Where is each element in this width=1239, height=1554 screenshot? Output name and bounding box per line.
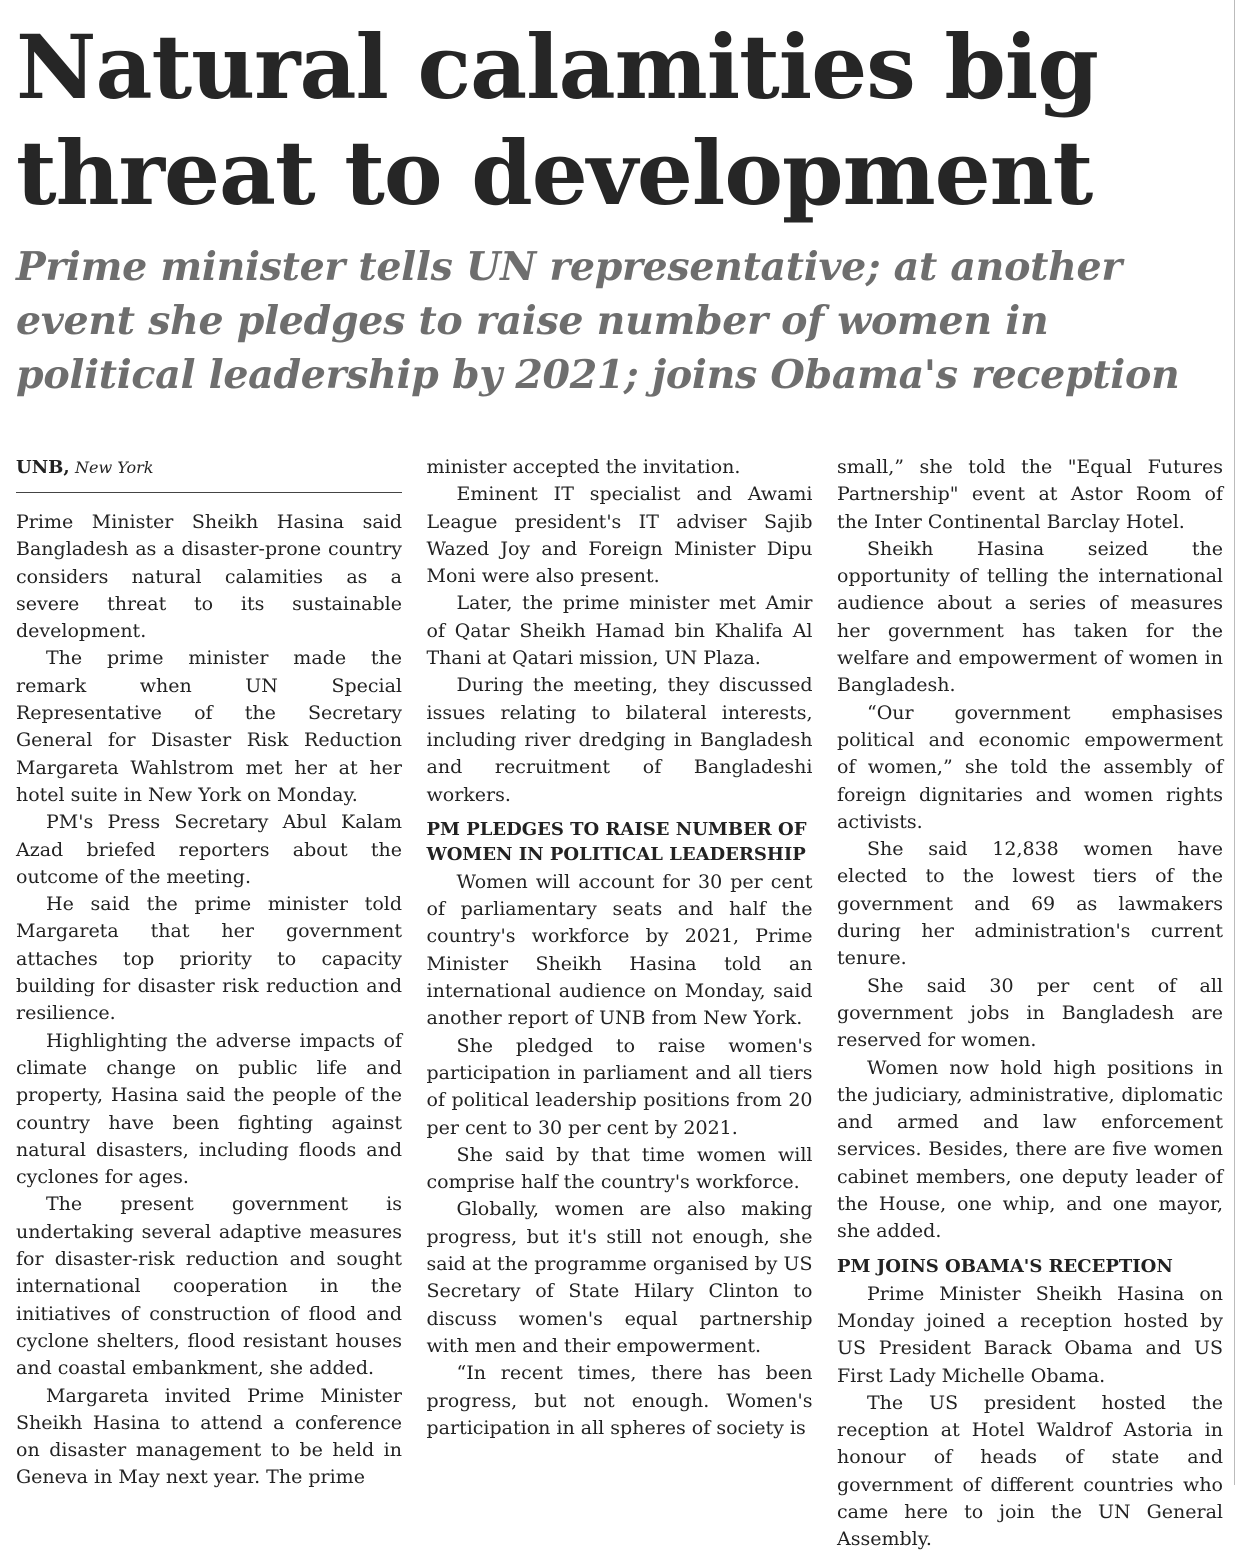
paragraph: “In recent times, there has been progress, but not enough. Women's participation in all spheres of society is <box>426 1362 813 1439</box>
paragraph: The present government is undertaking several adaptive measures for disaster-risk reduction and sought international cooperation in the initiatives of construction of flood and cyclone shelters, flood resistant houses and coastal embankment, she added. <box>16 1193 402 1380</box>
byline <box>16 454 402 493</box>
paragraph: Women now hold high positions in the judiciary, administrative, diplomatic and armed and law enforcement services. Besides, there are five women cabinet members, one deputy leader of the House, one whip, and one mayor, she added. <box>837 1056 1223 1243</box>
paragraph: She said by that time women will comprise half the country's workforce. <box>426 1143 813 1194</box>
paragraph: He said the prime minister told Margareta that her government attaches top priority to capacity building for disaster risk reduction and resilience. <box>16 893 402 1025</box>
paragraph: small,” she told the "Equal Futures Partnership" event at Astor Room of the Inter Continental Barclay Hotel. <box>837 456 1223 533</box>
paragraph: Women will account for 30 per cent of parliamentary seats and half the country's workforce by 2021, Prime Minister Sheikh Hasina told an international audience on Monday, said another report of UNB from New York. <box>426 870 813 1030</box>
paragraph: PM's Press Secretary Abul Kalam Azad briefed reporters about the outcome of the meeting. <box>16 811 402 888</box>
paragraph: Margareta invited Prime Minister Sheikh Hasina to attend a conference on disaster management to be held in Geneva in May next year. The prime <box>16 1384 402 1489</box>
section-subhead-obama: PM JOINS OBAMA'S RECEPTION <box>837 1255 1173 1277</box>
paragraph: minister accepted the invitation. <box>426 456 741 478</box>
paragraph: She pledged to raise women's participation in parliament and all tiers of political leadership positions from 20 per cent to 30 per cent by 2021. <box>426 1034 813 1139</box>
paragraph: Eminent IT specialist and Awami League president's IT adviser Sajib Wazed Joy and Foreign Minister Dipu Moni were also present. <box>426 483 813 588</box>
column-2 <box>427 454 813 1479</box>
paragraph: “Our government emphasises political and economic empowerment of women,” she told the assembly of foreign dignitaries and women rights activists. <box>837 701 1223 833</box>
subheadline: Prime minister tells UN representative; at another event she pledges to raise number of women in political leadership by 2021; joins Obama's reception <box>16 244 1180 398</box>
paragraph: During the meeting, they discussed issues relating to bilateral interests, including river dredging in Bangladesh and recruitment of Bangladeshi workers. <box>426 674 813 806</box>
paragraph: Globally, women are also making progress, but it's still not enough, she said at the programme organised by US Secretary of State Hilary Clinton to discuss women's equal partnership with men and their empowerment. <box>426 1198 813 1357</box>
paragraph: The prime minister made the remark when UN Special Representative of the Secretary General for Disaster Risk Reduction Margareta Wahlstrom met her at her hotel suite in New York on Monday. <box>16 647 402 806</box>
page-edge-rule <box>1234 0 1235 1485</box>
column-1 <box>16 454 402 1489</box>
paragraph: Highlighting the adverse impacts of climate change on public life and property, Hasina said the people of the country have been fighting against natural disasters, including floods and cyclones for ages. <box>16 1029 402 1189</box>
headline: Natural calamities big threat to development <box>16 15 1098 225</box>
byline-location: New York <box>75 458 154 477</box>
article-columns <box>16 454 1223 1551</box>
paragraph: Prime Minister Sheikh Hasina on Monday joined a reception hosted by US President Barack Obama and US First Lady Michelle Obama. <box>837 1282 1223 1387</box>
paragraph: She said 30 per cent of all government jobs in Bangladesh are reserved for women. <box>837 974 1223 1052</box>
paragraph: Sheikh Hasina seized the opportunity of telling the international audience about a series of measures her government has taken for the welfare and empowerment of women in Bangladesh. <box>837 537 1223 697</box>
column-3 <box>837 454 1223 1551</box>
byline-agency: UNB, <box>16 457 70 478</box>
paragraph: Prime Minister Sheikh Hasina said Bangladesh as a disaster-prone country considers natural calamities as a severe threat to its sustainable development. <box>16 511 402 643</box>
paragraph: She said 12,838 women have elected to the lowest tiers of the government and 69 as lawmakers during her administration's current tenure. <box>837 838 1223 970</box>
paragraph: Later, the prime minister met Amir of Qatar Sheikh Hamad bin Khalifa Al Thani at Qatari mission, UN Plaza. <box>426 592 813 670</box>
section-subhead-women: PM PLEDGES TO RAISE NUMBER OF WOMEN IN POLITICAL LEADERSHIP <box>426 818 807 865</box>
paragraph: The US president hosted the reception at Hotel Waldrof Astoria in honour of heads of state and government of different countries who came here to join the UN General Assembly. <box>837 1391 1223 1551</box>
